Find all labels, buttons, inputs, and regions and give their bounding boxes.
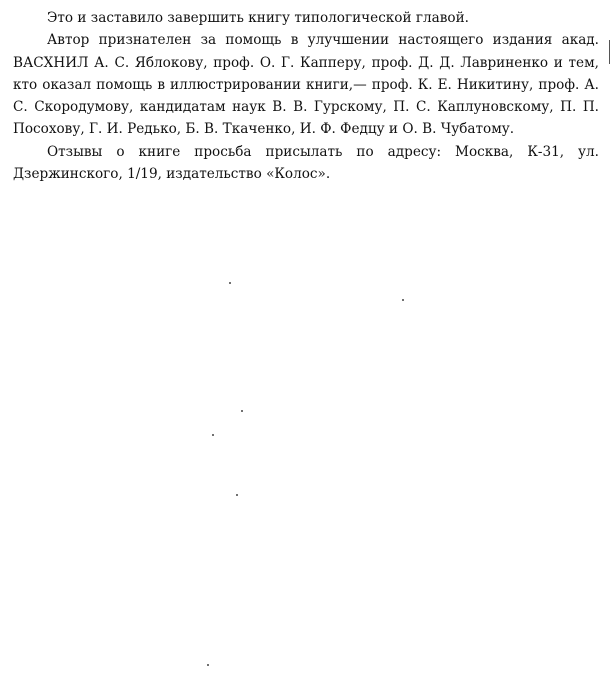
scan-speck (229, 282, 231, 284)
scan-speck (402, 299, 404, 301)
scan-speck (236, 494, 238, 496)
paragraph-feedback-address: Отзывы о книге просьба присылать по адресу: Москва, К-31, ул. Дзержинского, 1/19, издательство «Колос». (13, 143, 599, 183)
body-text (13, 7, 599, 185)
paragraph-intro: Это и заставило завершить книгу типологической главой. (47, 10, 469, 26)
scan-speck (241, 410, 243, 412)
scan-speck (212, 434, 214, 436)
scan-edge-mark (609, 40, 610, 64)
paragraph-acknowledgements: Автор признателен за помощь в улучшении настоящего издания акад. ВАСХНИЛ А. С. Яблокову, проф. О. Г. Капперу, проф. Д. Д. Лавриненко и тем, кто оказал помощь в иллюстрировании книги,— проф. К. Е. Никитину, проф. А. С. Скородумову, кандидатам наук В. В. Гурскому, П. С. Каплуновскому, П. П. Посохову, Г. И. Редько, Б. В. Ткаченко, И. Ф. Федцу и О. В. Чубатому. (13, 32, 599, 138)
scan-speck (207, 664, 209, 666)
